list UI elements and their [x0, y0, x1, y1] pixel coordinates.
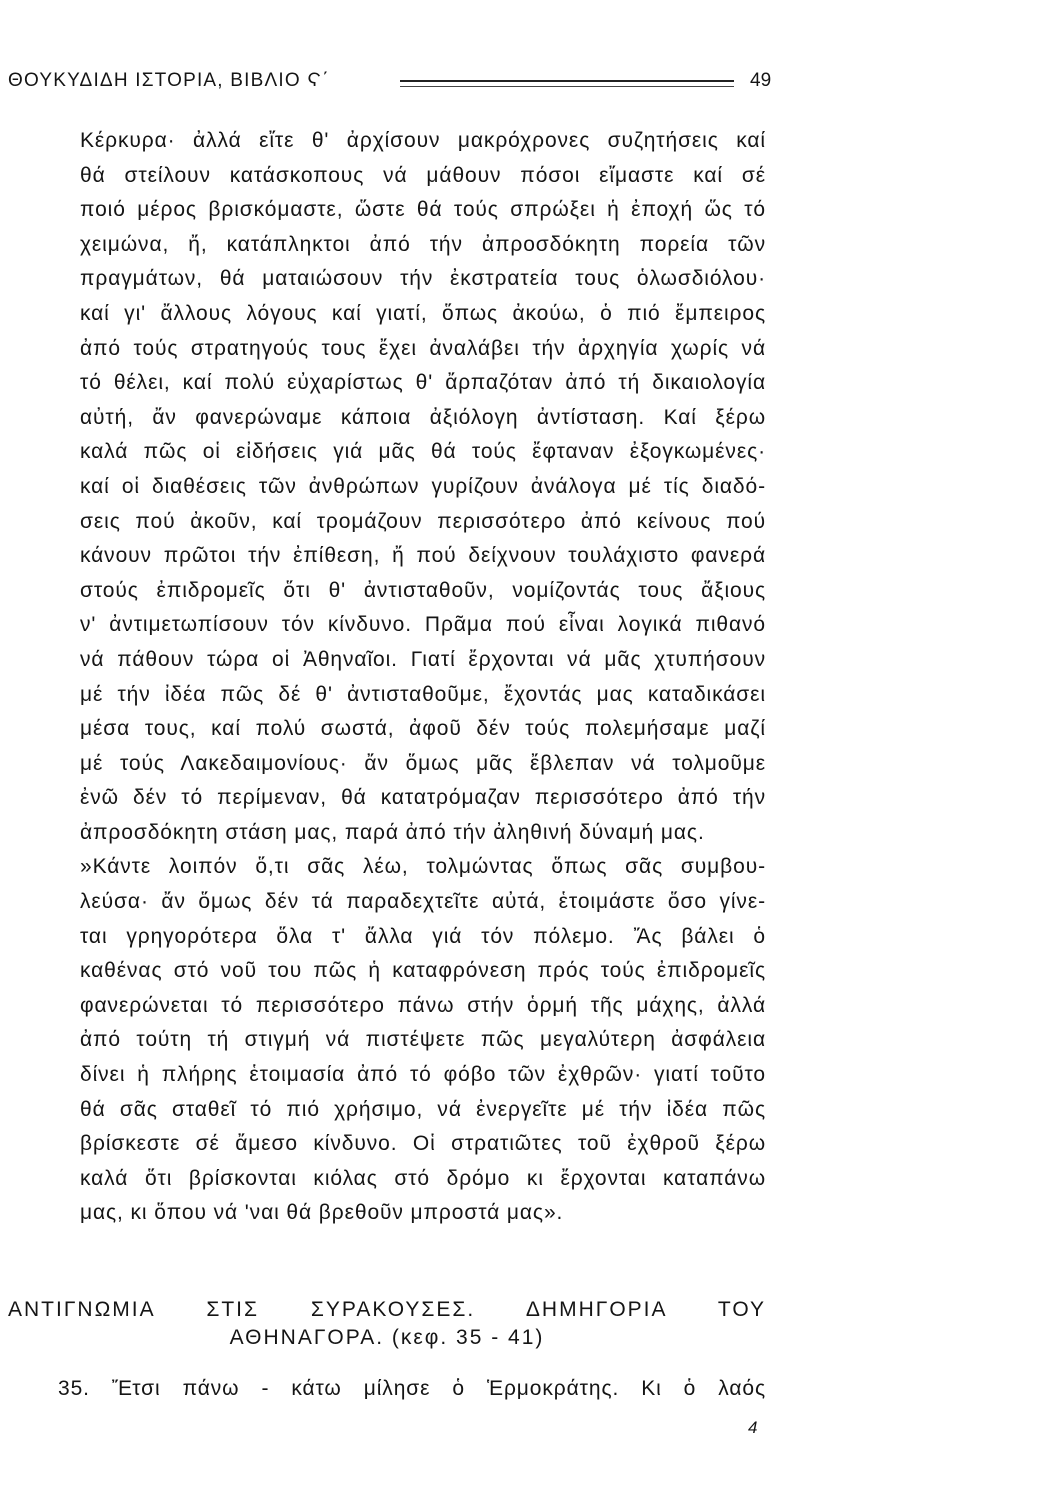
section-heading-line: ΑΝΤΙΓΝΩΜΙΑ ΣΤΙΣ ΣΥΡΑΚΟΥΣΕΣ. ΔΗΜΗΓΟΡΙΑ ΤΟΥ: [8, 1298, 766, 1321]
text-line: ν' ἀντιμετωπίσουν τόν κίνδυνο. Πρᾶμα πού εἶναι λογικά πιθανό: [80, 613, 766, 637]
text-line: ἀπό τούς στρατηγούς τους ἔχει ἀναλάβει τήν ἀρχηγία χωρίς νά: [80, 336, 766, 360]
text-line: αὐτή, ἄν φανερώναμε κάποια ἀξιόλογη ἀντίσταση. Καί ξέρω: [80, 405, 766, 429]
text-line: χειμώνα, ἤ, κατάπληκτοι ἀπό τήν ἀπροσδόκητη πορεία τῶν: [80, 232, 766, 256]
text-line: καλά ὅτι βρίσκονται κιόλας στό δρόμο κι ἔρχονται καταπάνω: [80, 1166, 766, 1190]
text-line: φανερώνεται τό περισσότερο πάνω στήν ὁρμή τῆς μάχης, ἀλλά: [80, 993, 766, 1017]
text-line: ποιό μέρος βρισκόμαστε, ὥστε θά τούς σπρώξει ἡ ἐποχή ὥς τό: [80, 198, 766, 222]
text-line: ται γρηγορότερα ὅλα τ' ἄλλα γιά τόν πόλεμο. Ἄς βάλει ὁ: [80, 924, 766, 948]
header-rule: [400, 80, 734, 82]
text-line: καλά πῶς οἱ εἰδήσεις γιά μᾶς θά τούς ἔφταναν ἐξογκωμένες·: [80, 440, 766, 464]
text-line: »Κάντε λοιπόν ὅ,τι σᾶς λέω, τολμώντας ὅπως σᾶς συμβου-: [80, 855, 766, 879]
text-line: καί γι' ἄλλους λόγους καί γιατί, ὅπως ἀκούω, ὁ πιό ἔμπειρος: [80, 301, 766, 325]
text-line: καί οἱ διαθέσεις τῶν ἀνθρώπων γυρίζουν ἀνάλογα μέ τίς διαδό-: [80, 474, 766, 498]
text-line: μέ τήν ἰδέα πῶς δέ θ' ἀντισταθοῦμε, ἔχοντάς μας καταδικάσει: [80, 682, 766, 706]
text-line: καθένας στό νοῦ του πῶς ἡ καταφρόνεση πρός τούς ἐπιδρομεῖς: [80, 959, 766, 983]
section-heading-line: ΑΘΗΝΑΓΟΡΑ. (κεφ. 35 - 41): [229, 1326, 545, 1349]
header-rule-thin: [400, 86, 734, 87]
text-line: στούς ἐπιδρομεῖς ὅτι θ' ἀντισταθοῦν, νομίζοντάς τους ἄξιους: [80, 578, 766, 602]
text-line: πραγμάτων, θά ματαιώσουν τήν ἐκστρατεία τους ὁλωσδιόλου·: [80, 267, 766, 291]
text-line: νά πάθουν τώρα οἱ Ἀθηναῖοι. Γιατί ἔρχονται νά μᾶς χτυπήσουν: [80, 647, 766, 671]
text-line: μας, κι ὅπου νά 'ναι θά βρεθοῦν μπροστά μας».: [80, 1201, 564, 1225]
page-number: 49: [750, 70, 772, 91]
text-line: βρίσκεστε σέ ἄμεσο κίνδυνο. Οἱ στρατιῶτες τοῦ ἐχθροῦ ξέρω: [80, 1132, 766, 1156]
text-line: μέσα τους, καί πολύ σωστά, ἀφοῦ δέν τούς πολεμήσαμε μαζί: [80, 717, 766, 741]
text-line: ἀπό τούτη τή στιγμή νά πιστέψετε πῶς μεγαλύτερη ἀσφάλεια: [80, 1028, 766, 1052]
section-heading: [8, 1296, 766, 1352]
text-line: μέ τούς Λακεδαιμονίους· ἄν ὅμως μᾶς ἔβλεπαν νά τολμοῦμε: [80, 751, 766, 775]
signature-mark: 4: [748, 1418, 758, 1437]
chapter-35-paragraph: [58, 1372, 766, 1407]
running-title: ΘΟΥΚΥΔΙΔΗ ΙΣΤΟΡΙΑ, ΒΙΒΛΙΟ Ϛ΄: [8, 70, 330, 91]
text-line: σεις πού ἀκοῦν, καί τρομάζουν περισσότερο ἀπό κείνους πού: [80, 509, 766, 533]
text-line: θά σᾶς σταθεῖ τό πιό χρήσιμο, νά ἐνεργεῖτε μέ τήν ἰδέα πῶς: [80, 1097, 766, 1121]
text-line: θά στείλουν κατάσκοπους νά μάθουν πόσοι εἴμαστε καί σέ: [80, 163, 766, 187]
text-line: ἀπροσδόκητη στάση μας, παρά ἀπό τήν ἀληθινή δύναμή μας.: [80, 820, 705, 844]
text-line: κάνουν πρῶτοι τήν ἐπίθεση, ἤ πού δείχνουν τουλάχιστο φανερά: [80, 544, 766, 568]
text-line: τό θέλει, καί πολύ εὐχαρίστως θ' ἄρπαζόταν ἀπό τή δικαιολογία: [80, 371, 766, 395]
text-line: 35. Ἔτσι πάνω - κάτω μίλησε ὁ Ἑρμοκράτης. Κι ὁ λαός: [58, 1377, 766, 1400]
text-line: Κέρκυρα· ἀλλά εἴτε θ' ἀρχίσουν μακρόχρονες συζητήσεις καί: [80, 129, 766, 152]
body-text: [80, 124, 766, 1231]
page-header: [8, 66, 772, 102]
text-line: λεύσα· ἄν ὅμως δέν τά παραδεχτεῖτε αὐτά, ἑτοιμάστε ὅσο γίνε-: [80, 890, 766, 914]
text-line: ἐνῶ δέν τό περίμεναν, θά κατατρόμαζαν περισσότερο ἀπό τήν: [80, 786, 766, 810]
text-line: δίνει ἡ πλήρης ἑτοιμασία ἀπό τό φόβο τῶν ἐχθρῶν· γιατί τοῦτο: [80, 1063, 766, 1087]
